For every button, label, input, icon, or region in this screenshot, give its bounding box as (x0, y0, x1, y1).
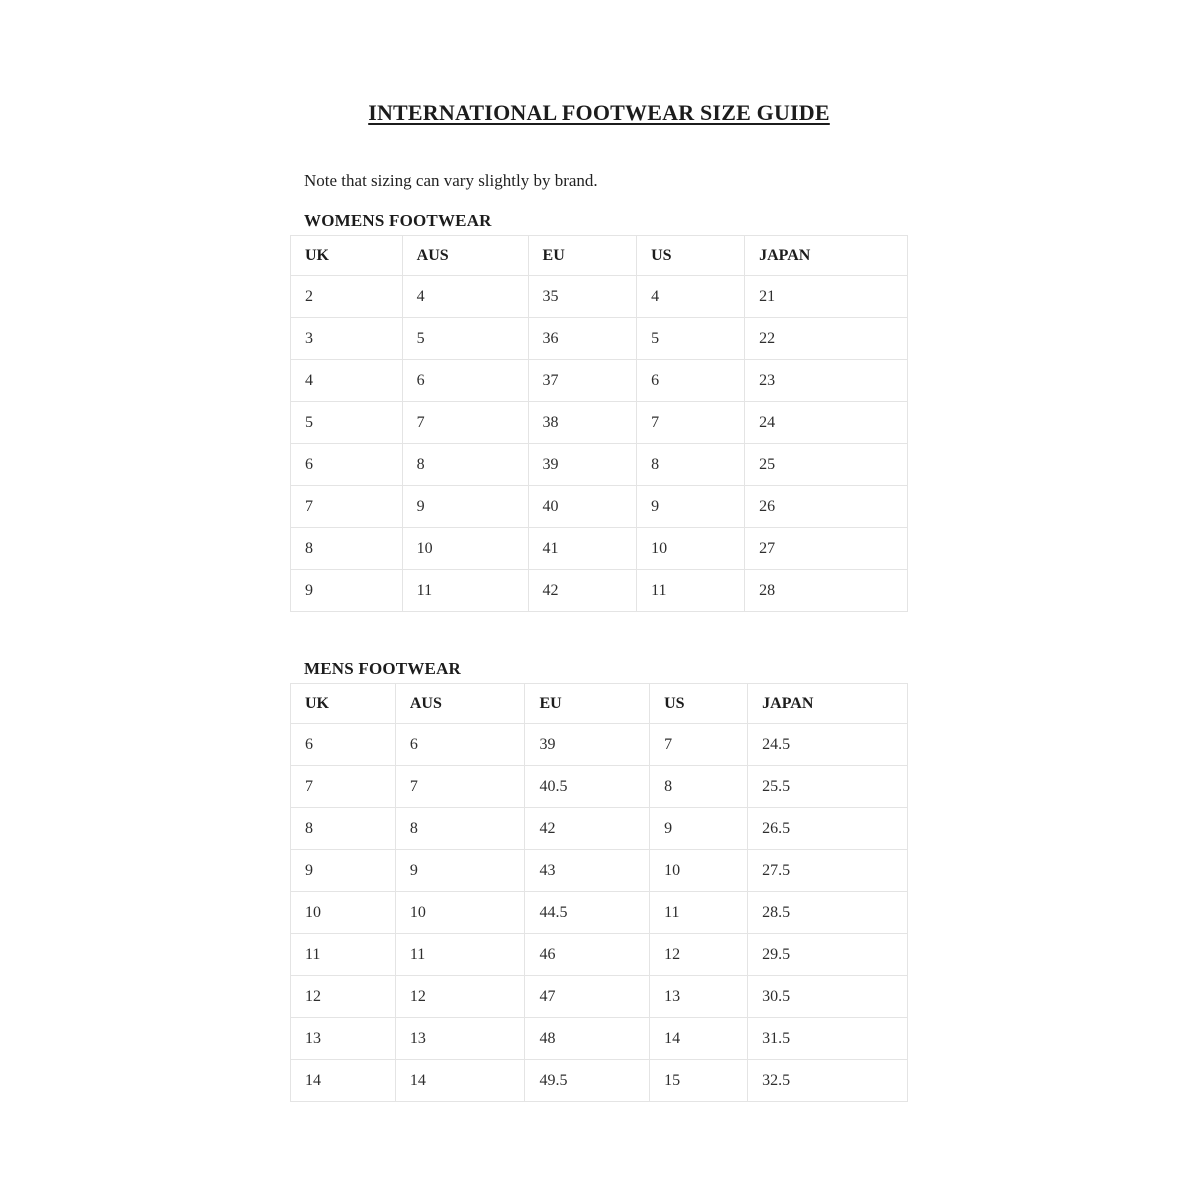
table-cell: 7 (291, 486, 403, 528)
table-cell: 25.5 (748, 766, 908, 808)
table-cell: 38 (528, 402, 637, 444)
table-cell: 4 (402, 276, 528, 318)
table-cell: 8 (395, 808, 525, 850)
table-cell: 14 (395, 1060, 525, 1102)
table-row (291, 934, 908, 976)
table-cell: 9 (291, 850, 396, 892)
table-cell: 36 (528, 318, 637, 360)
table-cell: 48 (525, 1018, 650, 1060)
column-header-us: US (650, 684, 748, 724)
table-cell: 27.5 (748, 850, 908, 892)
mens-footwear-table (290, 683, 908, 1102)
table-cell: 8 (650, 766, 748, 808)
table-cell: 28.5 (748, 892, 908, 934)
table-cell: 46 (525, 934, 650, 976)
table-cell: 7 (650, 724, 748, 766)
table-cell: 25 (745, 444, 908, 486)
table-cell: 21 (745, 276, 908, 318)
mens-footwear-heading: MENS FOOTWEAR (304, 659, 462, 678)
table-cell: 43 (525, 850, 650, 892)
table-cell: 31.5 (748, 1018, 908, 1060)
table-cell: 10 (637, 528, 745, 570)
table-row (291, 318, 908, 360)
column-header-eu: EU (528, 236, 637, 276)
table-row (291, 444, 908, 486)
table-row (291, 1060, 908, 1102)
table-cell: 29.5 (748, 934, 908, 976)
table-cell: 9 (650, 808, 748, 850)
womens-footwear-heading: WOMENS FOOTWEAR (304, 211, 492, 230)
table-cell: 12 (395, 976, 525, 1018)
table-cell: 8 (637, 444, 745, 486)
table-row (291, 850, 908, 892)
table-cell: 9 (402, 486, 528, 528)
table-cell: 10 (395, 892, 525, 934)
womens-header-row (291, 236, 908, 276)
table-cell: 39 (528, 444, 637, 486)
table-cell: 5 (402, 318, 528, 360)
table-row (291, 892, 908, 934)
table-cell: 11 (402, 570, 528, 612)
table-cell: 32.5 (748, 1060, 908, 1102)
table-cell: 28 (745, 570, 908, 612)
table-row (291, 486, 908, 528)
table-row (291, 1018, 908, 1060)
table-cell: 42 (525, 808, 650, 850)
table-cell: 7 (291, 766, 396, 808)
table-cell: 10 (650, 850, 748, 892)
table-cell: 9 (291, 570, 403, 612)
table-cell: 5 (291, 402, 403, 444)
table-cell: 7 (395, 766, 525, 808)
column-header-uk: UK (291, 684, 396, 724)
table-row (291, 724, 908, 766)
table-cell: 8 (402, 444, 528, 486)
table-cell: 3 (291, 318, 403, 360)
table-cell: 30.5 (748, 976, 908, 1018)
table-cell: 11 (637, 570, 745, 612)
table-cell: 13 (291, 1018, 396, 1060)
table-cell: 7 (402, 402, 528, 444)
table-cell: 11 (291, 934, 396, 976)
sizing-note: Note that sizing can vary slightly by brand. (304, 171, 598, 190)
table-cell: 41 (528, 528, 637, 570)
column-header-japan: JAPAN (745, 236, 908, 276)
womens-footwear-table (290, 235, 908, 612)
table-cell: 12 (650, 934, 748, 976)
document-content (290, 0, 908, 1102)
table-cell: 47 (525, 976, 650, 1018)
table-row (291, 570, 908, 612)
table-cell: 9 (395, 850, 525, 892)
table-cell: 39 (525, 724, 650, 766)
table-cell: 2 (291, 276, 403, 318)
table-cell: 15 (650, 1060, 748, 1102)
table-cell: 23 (745, 360, 908, 402)
mens-header-row (291, 684, 908, 724)
table-cell: 9 (637, 486, 745, 528)
column-header-aus: AUS (395, 684, 525, 724)
page-title: INTERNATIONAL FOOTWEAR SIZE GUIDE (368, 100, 830, 125)
table-row (291, 402, 908, 444)
table-cell: 27 (745, 528, 908, 570)
table-cell: 12 (291, 976, 396, 1018)
table-cell: 40 (528, 486, 637, 528)
table-cell: 6 (637, 360, 745, 402)
table-row (291, 528, 908, 570)
table-cell: 10 (402, 528, 528, 570)
table-cell: 14 (650, 1018, 748, 1060)
table-cell: 44.5 (525, 892, 650, 934)
table-row (291, 808, 908, 850)
table-row (291, 766, 908, 808)
table-cell: 24.5 (748, 724, 908, 766)
table-cell: 42 (528, 570, 637, 612)
table-cell: 5 (637, 318, 745, 360)
column-header-japan: JAPAN (748, 684, 908, 724)
table-cell: 4 (291, 360, 403, 402)
table-cell: 26.5 (748, 808, 908, 850)
table-cell: 11 (395, 934, 525, 976)
table-cell: 6 (402, 360, 528, 402)
table-cell: 10 (291, 892, 396, 934)
table-cell: 14 (291, 1060, 396, 1102)
table-cell: 6 (291, 724, 396, 766)
column-header-aus: AUS (402, 236, 528, 276)
column-header-eu: EU (525, 684, 650, 724)
table-cell: 11 (650, 892, 748, 934)
table-cell: 8 (291, 528, 403, 570)
table-row (291, 360, 908, 402)
table-cell: 6 (291, 444, 403, 486)
table-row (291, 276, 908, 318)
table-cell: 22 (745, 318, 908, 360)
table-cell: 24 (745, 402, 908, 444)
table-cell: 40.5 (525, 766, 650, 808)
column-header-uk: UK (291, 236, 403, 276)
column-header-us: US (637, 236, 745, 276)
table-cell: 37 (528, 360, 637, 402)
table-cell: 7 (637, 402, 745, 444)
table-row (291, 976, 908, 1018)
table-cell: 8 (291, 808, 396, 850)
table-cell: 6 (395, 724, 525, 766)
table-cell: 13 (650, 976, 748, 1018)
table-cell: 26 (745, 486, 908, 528)
table-cell: 13 (395, 1018, 525, 1060)
table-cell: 35 (528, 276, 637, 318)
table-cell: 4 (637, 276, 745, 318)
table-cell: 49.5 (525, 1060, 650, 1102)
